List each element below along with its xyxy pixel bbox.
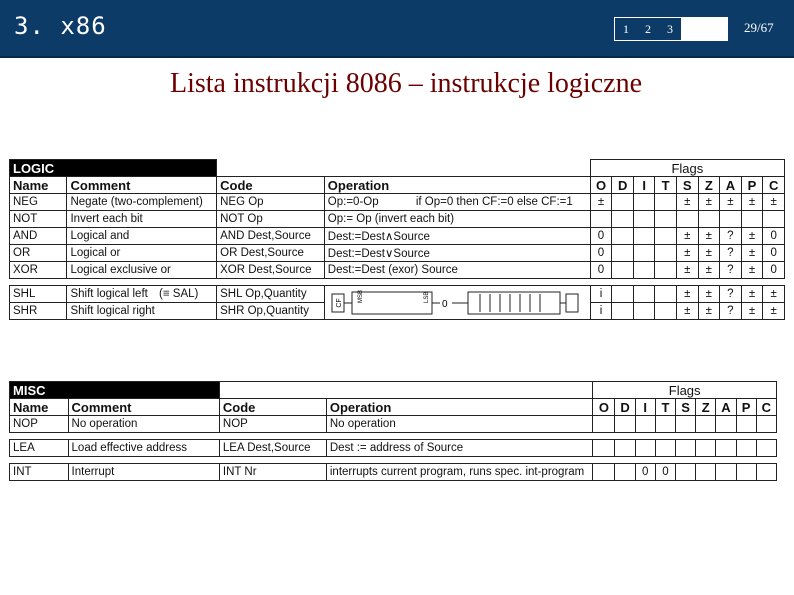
- slide-header: [0, 0, 794, 58]
- col-name: Name: [10, 177, 67, 194]
- flag-value: 0: [655, 464, 675, 481]
- flag-value: ±: [741, 194, 763, 211]
- flag-col: O: [593, 399, 615, 416]
- flag-value: 0: [635, 464, 655, 481]
- table-row: [10, 245, 785, 262]
- flag-col: S: [676, 177, 698, 194]
- flag-col: D: [612, 177, 634, 194]
- flag-value: [633, 303, 654, 320]
- instr-comment: Logical exclusive or: [67, 262, 217, 279]
- comment-text: Shift logical left: [70, 288, 148, 300]
- flag-value: 0: [590, 262, 612, 279]
- flag-col: T: [655, 399, 675, 416]
- instr-code: LEA Dest,Source: [219, 440, 326, 457]
- misc-table: [9, 381, 777, 481]
- flag-value: [655, 245, 677, 262]
- flag-value: [593, 464, 615, 481]
- nav-item-1[interactable]: 1: [623, 22, 629, 36]
- instr-code: INT Nr: [219, 464, 326, 481]
- instr-code: SHR Op,Quantity: [217, 303, 325, 320]
- flag-value: 0: [590, 228, 612, 245]
- flag-value: [633, 228, 654, 245]
- flag-value: [698, 211, 720, 228]
- flag-value: [736, 464, 756, 481]
- flag-value: [655, 286, 677, 303]
- flag-value: [612, 286, 634, 303]
- flag-col: T: [655, 177, 677, 194]
- instr-comment: Negate (two-complement): [67, 194, 217, 211]
- flag-value: [590, 211, 612, 228]
- instr-operation: interrupts current program, runs spec. int-program: [326, 464, 592, 481]
- comment-extra: (≡ SAL): [159, 288, 199, 300]
- flag-col: Z: [698, 177, 720, 194]
- flag-value: ±: [698, 303, 720, 320]
- instr-operation: Dest:=Dest∧Source: [324, 228, 590, 245]
- instr-comment: Shift logical right: [67, 303, 217, 320]
- col-code: Code: [217, 177, 325, 194]
- instr-code: AND Dest,Source: [217, 228, 325, 245]
- flag-col: C: [756, 399, 776, 416]
- page-counter: 29/67: [744, 20, 774, 35]
- flag-value: ±: [590, 194, 612, 211]
- flag-value: ?: [720, 286, 742, 303]
- table-row: [10, 194, 785, 211]
- operation-note: if Op=0 then CF:=0 else CF:=1: [415, 196, 573, 208]
- flag-col: A: [720, 177, 742, 194]
- flag-value: [716, 416, 736, 433]
- flag-value: [655, 303, 677, 320]
- flag-col: I: [633, 177, 654, 194]
- flag-value: [655, 262, 677, 279]
- flag-value: [716, 464, 736, 481]
- instr-comment: Load effective address: [68, 440, 219, 457]
- operation-text: Op:=0-Op: [327, 196, 379, 208]
- flag-value: [676, 416, 696, 433]
- flag-value: [635, 440, 655, 457]
- instr-name: NEG: [10, 194, 67, 211]
- slide-navigator[interactable]: [614, 17, 728, 41]
- col-code: Code: [219, 399, 326, 416]
- flag-value: [593, 416, 615, 433]
- flag-value: ±: [676, 286, 698, 303]
- flag-value: i: [590, 286, 612, 303]
- flag-value: [655, 228, 677, 245]
- instr-code: NOT Op: [217, 211, 325, 228]
- flag-value: [612, 228, 634, 245]
- flag-value: ±: [676, 228, 698, 245]
- flag-value: [655, 194, 677, 211]
- flags-header: Flags: [593, 382, 777, 399]
- flag-col: A: [716, 399, 736, 416]
- table-row: [10, 262, 785, 279]
- instr-operation: Op:= Op (invert each bit): [324, 211, 590, 228]
- flag-value: [615, 416, 635, 433]
- flag-value: ?: [720, 262, 742, 279]
- flag-col: P: [736, 399, 756, 416]
- flag-value: [676, 464, 696, 481]
- flag-value: [615, 440, 635, 457]
- flag-value: [612, 194, 634, 211]
- flag-value: [593, 440, 615, 457]
- group-header: LOGIC: [10, 160, 217, 177]
- instr-comment: [67, 286, 217, 303]
- table-row: [10, 464, 777, 481]
- instr-operation: Dest := address of Source: [326, 440, 592, 457]
- flag-value: [615, 464, 635, 481]
- nav-item-3[interactable]: 3: [667, 22, 673, 36]
- flag-value: [676, 211, 698, 228]
- flag-value: ?: [720, 303, 742, 320]
- col-operation: Operation: [326, 399, 592, 416]
- instr-name: NOT: [10, 211, 67, 228]
- group-header: MISC: [10, 382, 220, 399]
- flag-value: [633, 245, 654, 262]
- flag-col: I: [635, 399, 655, 416]
- flag-value: ±: [698, 286, 720, 303]
- flag-value: [612, 211, 634, 228]
- flag-value: ±: [763, 194, 785, 211]
- instr-name: LEA: [10, 440, 69, 457]
- flag-value: ±: [741, 245, 763, 262]
- flag-value: ±: [698, 245, 720, 262]
- flag-value: ±: [698, 194, 720, 211]
- flags-header: Flags: [590, 160, 784, 177]
- table-row: [10, 286, 785, 303]
- table-row: [10, 228, 785, 245]
- msb-label: MSB: [357, 289, 364, 303]
- shift-diagram: [324, 286, 590, 320]
- flag-value: [676, 440, 696, 457]
- flag-value: 0: [763, 262, 785, 279]
- instr-code: SHL Op,Quantity: [217, 286, 325, 303]
- table-row: [10, 440, 777, 457]
- flag-value: [633, 286, 654, 303]
- col-comment: Comment: [68, 399, 219, 416]
- flag-col: P: [741, 177, 763, 194]
- flag-value: [736, 440, 756, 457]
- flag-value: [756, 464, 776, 481]
- flag-value: [736, 416, 756, 433]
- instr-comment: Interrupt: [68, 464, 219, 481]
- flag-value: [696, 464, 716, 481]
- flag-col: O: [590, 177, 612, 194]
- instr-name: INT: [10, 464, 69, 481]
- col-comment: Comment: [67, 177, 217, 194]
- flag-value: ±: [676, 194, 698, 211]
- shift-register-diagram: [328, 288, 584, 318]
- instr-name: SHL: [10, 286, 67, 303]
- flag-value: ±: [741, 228, 763, 245]
- flag-value: [696, 416, 716, 433]
- flag-value: [655, 211, 677, 228]
- col-operation: Operation: [324, 177, 590, 194]
- instr-operation: [324, 194, 590, 211]
- instr-comment: No operation: [68, 416, 219, 433]
- flag-value: ±: [741, 262, 763, 279]
- flag-col: Z: [696, 399, 716, 416]
- nav-progress: [681, 18, 727, 40]
- instr-code: NOP: [219, 416, 326, 433]
- instr-code: NEG Op: [217, 194, 325, 211]
- col-name: Name: [10, 399, 69, 416]
- flag-value: [716, 440, 736, 457]
- table-row: [10, 211, 785, 228]
- flag-value: [696, 440, 716, 457]
- section-title: 3. x86: [14, 12, 107, 40]
- flag-value: [633, 194, 654, 211]
- instr-operation: Dest:=Dest (exor) Source: [324, 262, 590, 279]
- instr-comment: Invert each bit: [67, 211, 217, 228]
- flag-value: [655, 416, 675, 433]
- instr-name: SHR: [10, 303, 67, 320]
- flag-value: ?: [720, 228, 742, 245]
- lsb-label: LSB: [423, 291, 430, 303]
- flag-value: i: [590, 303, 612, 320]
- flag-col: C: [763, 177, 785, 194]
- instr-name: AND: [10, 228, 67, 245]
- flag-value: [612, 262, 634, 279]
- flag-value: ±: [676, 303, 698, 320]
- flag-value: ±: [741, 303, 763, 320]
- flag-value: ±: [698, 228, 720, 245]
- flag-value: [756, 440, 776, 457]
- flag-value: ±: [720, 194, 742, 211]
- flag-value: ±: [676, 245, 698, 262]
- flag-value: ±: [676, 262, 698, 279]
- nav-item-2[interactable]: 2: [645, 22, 651, 36]
- flag-value: [633, 211, 654, 228]
- instr-name: XOR: [10, 262, 67, 279]
- flag-value: ±: [698, 262, 720, 279]
- instr-code: OR Dest,Source: [217, 245, 325, 262]
- slide-title: Lista instrukcji 8086 – instrukcje logiczne: [169, 68, 642, 99]
- flag-value: [763, 211, 785, 228]
- flag-value: 0: [763, 245, 785, 262]
- instr-comment: Logical or: [67, 245, 217, 262]
- flag-value: [756, 416, 776, 433]
- zero-label: 0: [441, 298, 448, 310]
- flag-value: [612, 303, 634, 320]
- instr-comment: Logical and: [67, 228, 217, 245]
- cf-label: CF: [335, 297, 343, 308]
- flag-col: S: [676, 399, 696, 416]
- flag-value: [612, 245, 634, 262]
- flag-value: [741, 211, 763, 228]
- table-row: [10, 416, 777, 433]
- flag-value: ±: [741, 286, 763, 303]
- flag-col: D: [615, 399, 635, 416]
- flag-value: ±: [763, 286, 785, 303]
- instr-operation: No operation: [326, 416, 592, 433]
- flag-value: 0: [763, 228, 785, 245]
- instr-operation: Dest:=Dest∨Source: [324, 245, 590, 262]
- flag-value: ±: [763, 303, 785, 320]
- flag-value: [635, 416, 655, 433]
- flag-value: [720, 211, 742, 228]
- instr-name: OR: [10, 245, 67, 262]
- instr-code: XOR Dest,Source: [217, 262, 325, 279]
- flag-value: ?: [720, 245, 742, 262]
- instr-name: NOP: [10, 416, 69, 433]
- flag-value: [633, 262, 654, 279]
- logic-table: [9, 159, 785, 320]
- flag-value: 0: [590, 245, 612, 262]
- flag-value: [655, 440, 675, 457]
